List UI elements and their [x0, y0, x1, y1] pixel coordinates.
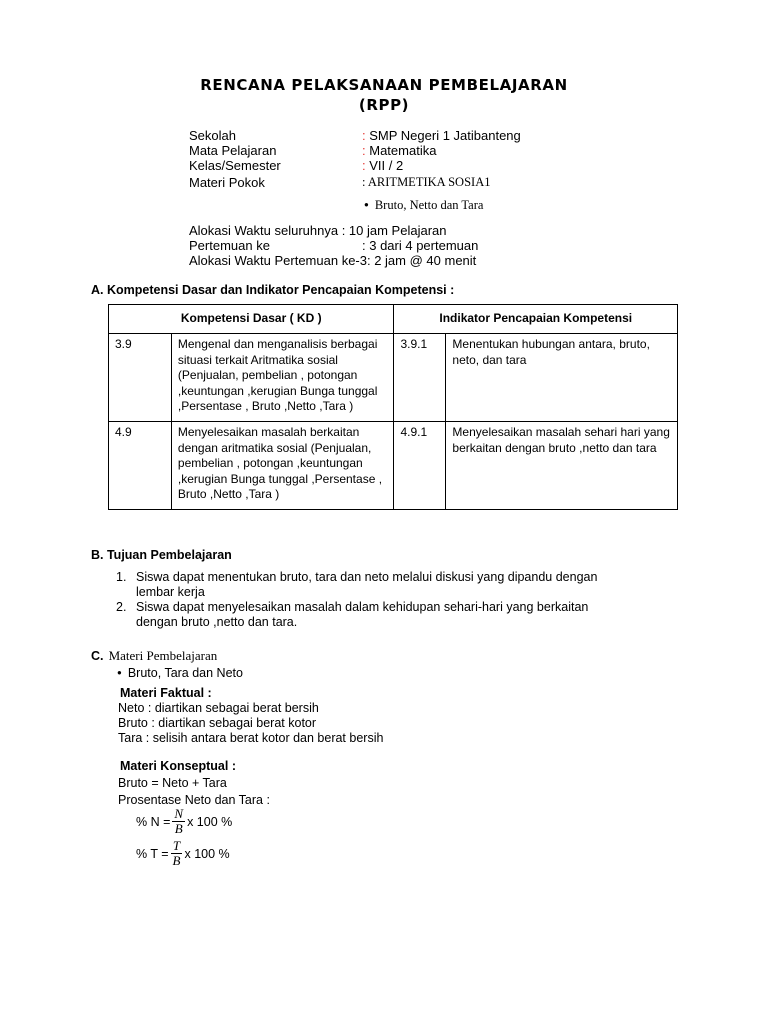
section-a-heading: A. Kompetensi Dasar dan Indikator Pencapaian Kompetensi : — [91, 283, 455, 297]
tujuan-1-line1: Siswa dapat menentukan bruto, tara dan neto melalui diskusi yang dipandu dengan — [136, 570, 598, 584]
faktual-neto: Neto : diartikan sebagai berat bersih — [118, 701, 319, 715]
materi-bullet: ● Bruto, Tara dan Neto — [117, 666, 243, 680]
kelas-value: : VII / 2 — [362, 158, 404, 173]
tujuan-1-line2: lembar kerja — [136, 585, 205, 599]
materi-sub-bullet: ● Bruto, Netto dan Tara — [364, 198, 483, 213]
materi-label: Materi Pokok — [189, 175, 265, 190]
kelas-label: Kelas/Semester — [189, 158, 281, 173]
kd-table — [108, 304, 678, 510]
ipk-number: 3.9.1 — [394, 334, 446, 422]
pertemuan-value: : 3 dari 4 pertemuan — [362, 238, 479, 253]
ipk-number: 4.9.1 — [394, 422, 446, 510]
document-title: RENCANA PELAKSANAAN PEMBELAJARAN — [200, 76, 568, 94]
tujuan-2-number: 2. — [116, 600, 127, 614]
sekolah-label: Sekolah — [189, 128, 236, 143]
fraction-t-over-b: $\frac{T}{B}$ — [172, 838, 181, 868]
materi-value: : ARITMETIKA SOSIA1 — [362, 175, 491, 189]
kd-number: 3.9 — [109, 334, 172, 422]
section-b-heading: B. Tujuan Pembelajaran — [91, 548, 232, 562]
table-row — [109, 334, 678, 422]
alokasi-pertemuan: Alokasi Waktu Pertemuan ke-3: 2 jam @ 40 menit — [189, 253, 477, 268]
konseptual-prosentase: Prosentase Neto dan Tara : — [118, 793, 270, 807]
section-c-heading: C. Materi Pembelajaran — [91, 648, 218, 663]
table-row — [109, 422, 678, 510]
kd-text: Mengenal dan menganalisis berbagai situasi terkait Aritmatika sosial (Penjualan, pembelian , potongan ,keuntungan ,kerugian Bunga tunggal ,Persentase , Bruto ,Netto ,Tara ) — [171, 334, 394, 422]
tujuan-2-line1: Siswa dapat menyelesaikan masalah dalam kehidupan sehari-hari yang berkaitan — [136, 600, 589, 614]
ipk-text: Menentukan hubungan antara, bruto, neto, dan tara — [446, 334, 678, 422]
kd-table-header-row — [109, 305, 678, 334]
formula-percent-n: % N = $\frac{N}{B}$ x 100 % — [136, 806, 233, 836]
kd-text: Menyelesaikan masalah berkaitan dengan aritmatika sosial (Penjualan, pembelian , potongan ,keuntungan ,kerugian Bunga tunggal ,Persentase , Bruto ,Netto ,Tara ) — [171, 422, 394, 510]
fraction-n-over-b: $\frac{N}{B}$ — [174, 806, 184, 836]
kelas-colon: : — [362, 158, 366, 173]
pertemuan-label: Pertemuan ke — [189, 238, 270, 253]
alokasi-total: Alokasi Waktu seluruhnya : 10 jam Pelajaran — [189, 223, 447, 238]
sekolah-value: : SMP Negeri 1 Jatibanteng — [362, 128, 521, 143]
kd-number: 4.9 — [109, 422, 172, 510]
mapel-value: : Matematika — [362, 143, 437, 158]
konseptual-formula-bruto: Bruto = Neto + Tara — [118, 776, 227, 790]
ipk-column-header: Indikator Pencapaian Kompetensi — [394, 305, 678, 334]
mapel-label: Mata Pelajaran — [189, 143, 277, 158]
faktual-heading: Materi Faktual : — [120, 686, 212, 700]
faktual-bruto: Bruto : diartikan sebagai berat kotor — [118, 716, 317, 730]
ipk-text: Menyelesaikan masalah sehari hari yang berkaitan dengan bruto ,netto dan tara — [446, 422, 678, 510]
mapel-colon: : — [362, 143, 366, 158]
konseptual-heading: Materi Konseptual : — [120, 759, 236, 773]
document-subtitle: (RPP) — [358, 96, 410, 114]
faktual-tara: Tara : selisih antara berat kotor dan berat bersih — [118, 731, 384, 745]
formula-percent-t: % T = $\frac{T}{B}$ x 100 % — [136, 838, 230, 868]
tujuan-1-number: 1. — [116, 570, 127, 584]
tujuan-2-line2: dengan bruto ,netto dan tara. — [136, 615, 298, 629]
sekolah-colon: : — [362, 128, 366, 143]
kd-column-header: Kompetensi Dasar ( KD ) — [109, 305, 394, 334]
